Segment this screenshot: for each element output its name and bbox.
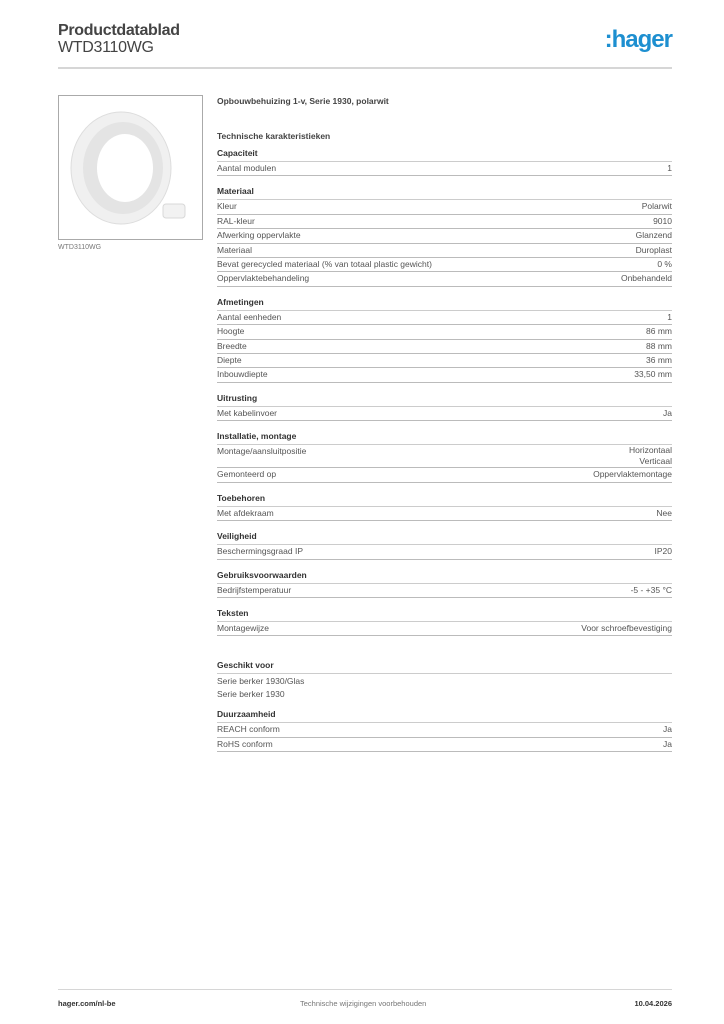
spec-section	[217, 186, 672, 286]
spec-label: Bedrijfstemperatuur	[217, 584, 292, 595]
spec-value: Duroplast	[635, 244, 672, 255]
spec-label: Kleur	[217, 201, 237, 212]
doc-title: Productdatablad	[58, 22, 180, 39]
spec-label: Bevat gerecycled materiaal (% van totaal plastic gewicht)	[217, 259, 432, 270]
spec-section	[217, 393, 672, 421]
spec-value: Oppervlaktemontage	[593, 469, 672, 480]
spec-section	[217, 570, 672, 598]
spec-row	[217, 215, 672, 229]
image-caption: WTD3110WG	[58, 244, 102, 251]
spec-row	[217, 738, 672, 752]
spec-row	[217, 354, 672, 368]
spec-row	[217, 723, 672, 737]
section-heading: Teksten	[217, 608, 672, 622]
section-heading: Geschikt voor	[217, 660, 672, 674]
spec-section	[217, 431, 672, 482]
spec-label: Inbouwdiepte	[217, 369, 268, 380]
spec-label: Met kabelinvoer	[217, 407, 278, 418]
spec-row	[217, 507, 672, 521]
spec-value: Voor schroefbevestiging	[581, 622, 672, 633]
spec-value: 86 mm	[646, 326, 672, 337]
spec-label: Met afdekraam	[217, 507, 274, 518]
spec-section	[217, 493, 672, 521]
footer-divider	[58, 989, 672, 990]
spec-section	[217, 531, 672, 559]
product-title: Opbouwbehuizing 1-v, Serie 1930, polarwit	[217, 96, 389, 106]
spec-row	[217, 325, 672, 339]
spec-row	[217, 311, 672, 325]
spec-value: Horizontaal Verticaal	[629, 445, 672, 467]
spec-label: RoHS conform	[217, 738, 273, 749]
section-heading: Afmetingen	[217, 297, 672, 311]
spec-value: Glanzend	[635, 230, 672, 241]
spec-row	[217, 244, 672, 258]
spec-value: Ja	[663, 738, 672, 749]
spec-label: RAL-kleur	[217, 215, 255, 226]
product-image	[58, 95, 203, 240]
spec-label: Aantal modulen	[217, 163, 277, 173]
spec-value: 88 mm	[646, 340, 672, 351]
section-heading: Capaciteit	[217, 148, 672, 162]
spec-label: Aantal eenheden	[217, 311, 282, 322]
spec-value: 1	[667, 163, 672, 173]
suitable-for-item: Serie berker 1930/Glas	[217, 676, 305, 687]
spec-value: IP20	[654, 546, 672, 557]
section-heading: Toebehoren	[217, 493, 672, 507]
suitable-for-item: Serie berker 1930	[217, 688, 285, 699]
spec-value: Ja	[663, 407, 672, 418]
spec-value: Ja	[663, 724, 672, 735]
header-divider	[58, 67, 672, 69]
spec-label: Afwerking oppervlakte	[217, 230, 301, 241]
spec-section	[217, 660, 672, 699]
spec-label: Materiaal	[217, 244, 252, 255]
section-heading: Duurzaamheid	[217, 709, 672, 723]
spec-label: Montage/aansluitpositie	[217, 446, 307, 457]
spec-row	[217, 468, 672, 482]
spec-label: Oppervlaktebehandeling	[217, 273, 310, 284]
spec-section	[217, 608, 672, 636]
spec-value: Onbehandeld	[620, 273, 672, 284]
spec-value: 0 %	[657, 259, 672, 270]
spec-row	[217, 407, 672, 421]
spec-value: Nee	[656, 507, 672, 518]
footer-date: 10.04.2026	[634, 999, 672, 1008]
spec-label: Gemonteerd op	[217, 469, 277, 480]
spec-row	[217, 340, 672, 354]
spec-row	[217, 545, 672, 559]
spec-row	[217, 622, 672, 636]
spec-section	[217, 709, 672, 752]
spec-row	[217, 258, 672, 272]
footer-website[interactable]: hager.com/nl-be	[58, 999, 116, 1008]
spec-label: Breedte	[217, 340, 247, 351]
spec-row	[217, 368, 672, 382]
spec-value: 33,50 mm	[634, 369, 672, 380]
spec-column	[217, 96, 672, 752]
spec-row	[217, 200, 672, 214]
section-heading: Veiligheid	[217, 531, 672, 545]
product-code: WTD3110WG	[58, 39, 154, 56]
spec-value: -5 - +35 °C	[630, 584, 672, 595]
spec-value: 9010	[653, 215, 672, 226]
section-heading: Gebruiksvoorwaarden	[217, 570, 672, 584]
spec-label: Montagewijze	[217, 622, 269, 633]
spec-row	[217, 445, 672, 468]
spec-row	[217, 584, 672, 598]
spec-label: Diepte	[217, 355, 242, 366]
spec-label: Beschermingsgraad IP	[217, 546, 303, 557]
spec-value: Polarwit	[641, 201, 672, 212]
spec-row	[217, 162, 672, 176]
spec-value: 36 mm	[646, 355, 672, 366]
spec-label: REACH conform	[217, 724, 280, 735]
spec-section	[217, 148, 672, 176]
section-heading: Materiaal	[217, 186, 672, 200]
spec-value: 1	[667, 311, 672, 322]
spec-label: Hoogte	[217, 326, 245, 337]
spec-row	[217, 272, 672, 286]
spec-section	[217, 297, 672, 383]
hager-logo: :hager	[604, 26, 672, 53]
section-heading: Installatie, montage	[217, 431, 672, 445]
spec-row	[217, 229, 672, 243]
tech-heading: Technische karakteristieken	[217, 131, 331, 141]
section-heading: Uitrusting	[217, 393, 672, 407]
footer-note: Technische wijzigingen voorbehouden	[300, 999, 427, 1008]
